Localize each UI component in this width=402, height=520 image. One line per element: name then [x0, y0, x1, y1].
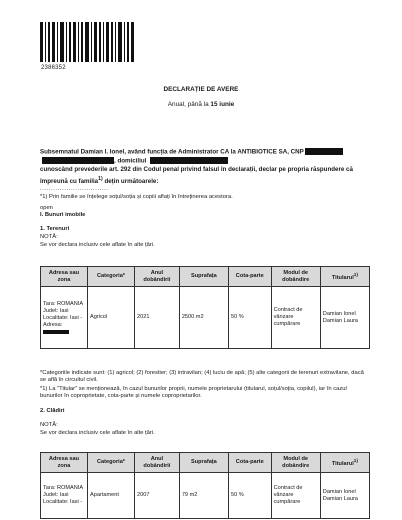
declarant-statement	[40, 148, 370, 186]
land-note-label: NOTĂ:	[40, 234, 58, 240]
buildings-table-header	[41, 453, 370, 473]
land-note-text: Se vor declara inclusiv cele aflate în alte țări.	[40, 242, 155, 248]
section-heading-real-estate: I. Bunuri imobile	[40, 212, 86, 218]
addr-county: Judet: Iasi	[43, 308, 69, 315]
col-mode: Modul de dobândire	[271, 267, 320, 287]
land-table-header	[41, 267, 370, 287]
cell-year: 2021	[135, 287, 180, 349]
category-footnote: *Categoriile indicate sunt: (1) agricol; (2) forestier; (3) intravilan; (4) luciu de apă; (5) alte categorii de terenuri extravilane, dacă se află în circuitul civil.	[40, 370, 364, 384]
buildings-note-text: Se vor declara inclusiv cele aflate în alte țări.	[40, 430, 155, 436]
cell-area: 2500 m2	[179, 287, 228, 349]
statement-line-3: cunoscând prevederile art. 292 din Codul penal privind falsul în declarații, declar pe propria răspundere că împreună cu familia	[40, 166, 353, 185]
statement-line-3-end: dețin următoarele:	[102, 177, 159, 185]
col-mode: Modul de dobândire	[271, 453, 320, 473]
table-row	[41, 287, 370, 349]
cnp-redaction-2	[42, 157, 114, 164]
land-table	[40, 266, 370, 349]
col-owner-label: Titularul	[331, 460, 354, 467]
document-subtitle	[0, 101, 402, 108]
subtitle-date: 15 iunie	[210, 101, 235, 108]
cell-share: 50 %	[228, 473, 271, 519]
col-category: Categoria*	[88, 267, 135, 287]
cnp-redaction	[305, 148, 343, 155]
col-share: Cota-parte	[228, 267, 271, 287]
table-row	[41, 473, 370, 519]
col-address: Adresa sau zona	[41, 267, 88, 287]
subtitle-prefix: Anual, până la	[167, 101, 211, 108]
open-label: open	[40, 205, 53, 211]
col-owner	[320, 453, 369, 473]
cell-mode: Contract de vânzare cumpărare	[271, 287, 320, 349]
addr-country: Tara: ROMANIA	[43, 301, 84, 308]
cell-area: 79 m2	[179, 473, 228, 519]
statement-domicile: , domiciliul	[114, 157, 147, 165]
cell-year: 2007	[135, 473, 180, 519]
subsection-heading-land: 1. Terenuri	[40, 226, 70, 232]
buildings-table	[40, 452, 370, 519]
cell-address	[41, 287, 88, 349]
col-owner	[320, 267, 369, 287]
col-address: Adresa sau zona	[41, 453, 88, 473]
col-year: Anul dobândirii	[135, 267, 180, 287]
cell-share: 50 %	[228, 287, 271, 349]
col-category: Categoria*	[88, 453, 135, 473]
cell-owner: Damian Ionel Damian Laura	[320, 287, 369, 349]
cell-owner: Damian Ionel Damian Laura	[320, 473, 369, 519]
family-footnote: *1) Prin familie se înțelege soțul/soția și copiii aflați în întreținerea acestora.	[40, 194, 233, 200]
addr-county: Judet: Iasi	[43, 492, 69, 499]
domicile-redaction	[150, 157, 228, 164]
subsection-heading-buildings: 2. Clădiri	[40, 408, 65, 414]
owner-footnote-ref: 1)	[353, 457, 358, 463]
holder-footnote: *1) La "Titular" se menționează, în cazul bunurilor proprii, numele proprietarului (titularul, soțul/soția, copilul), iar în cazul bunurilor în coproprietate, cota-parte și numele coproprietarilor.	[40, 386, 347, 400]
col-owner-label: Titularul	[331, 274, 354, 281]
owner-footnote-ref: 1)	[353, 271, 358, 277]
statement-line-1: Subsemnatul Damian I. Ionel, având funcția de Administrator CA la ANTIBIOTICE SA, CNP	[40, 148, 304, 156]
dotted-separator: ...............................	[40, 186, 109, 192]
barcode-image	[40, 22, 134, 62]
addr-city: Localitate: Iasi -	[43, 315, 83, 321]
cell-category: Apartament	[88, 473, 135, 519]
barcode-number: 2386352	[41, 65, 66, 71]
addr-label: Adresa:	[43, 321, 63, 328]
cell-category: Agricol	[88, 287, 135, 349]
address-redaction	[43, 330, 69, 334]
col-share: Cota-parte	[228, 453, 271, 473]
addr-city: Localitate: Iasi -	[43, 498, 83, 505]
family-footnote-ref: 1)	[98, 175, 103, 182]
cell-address	[41, 473, 88, 519]
addr-country: Tara: ROMANIA	[43, 485, 84, 492]
col-year: Anul dobândirii	[135, 453, 180, 473]
col-area: Suprafața	[179, 267, 228, 287]
cell-mode: Contract de vânzare cumpărare	[271, 473, 320, 519]
buildings-note-label: NOTĂ:	[40, 422, 58, 428]
col-area: Suprafața	[179, 453, 228, 473]
document-title: DECLARAȚIE DE AVERE	[163, 86, 239, 93]
